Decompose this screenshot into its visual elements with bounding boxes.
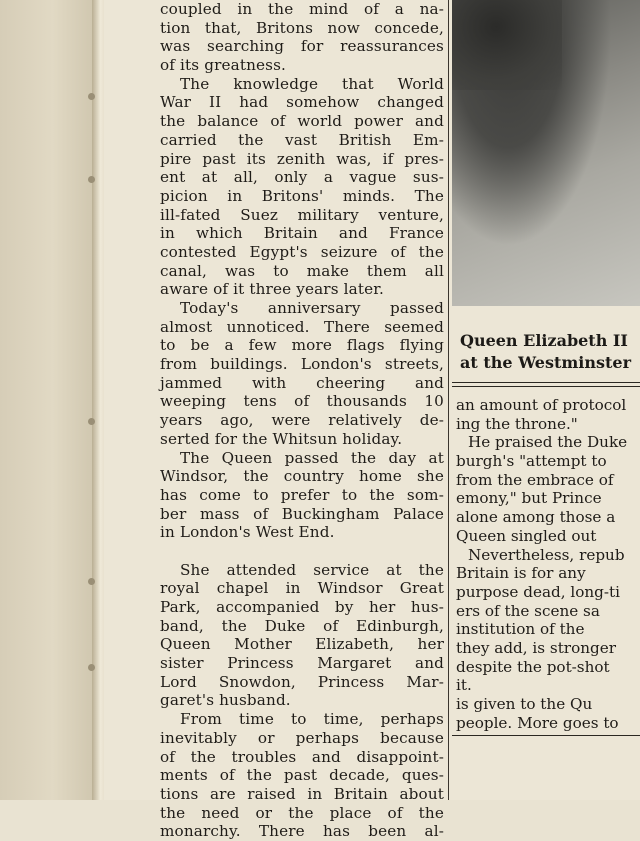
text-line: ing the throne." xyxy=(456,414,578,433)
text-line: Britain is for any xyxy=(456,564,586,583)
text-line: sister Princess Margaret and xyxy=(160,654,444,673)
text-line: from the embrace of xyxy=(456,470,614,489)
column-divider xyxy=(452,735,640,736)
binding-hole xyxy=(88,418,95,425)
text-line: Park, accompanied by her hus- xyxy=(160,598,444,616)
binding-hole xyxy=(88,93,95,100)
text-line: emony," but Prince xyxy=(456,489,602,508)
text-line: was searching for reassurances xyxy=(160,37,444,56)
binding-hole xyxy=(88,578,95,585)
text-line: coupled in the mind of a na- xyxy=(160,0,444,18)
text-line: ments of the past decade, ques- xyxy=(160,766,444,785)
text-line: institution of the xyxy=(456,620,585,639)
column-rule xyxy=(448,0,449,800)
text-line: ers of the scene sa xyxy=(456,601,600,620)
text-line: ent at all, only a vague sus- xyxy=(160,168,444,187)
text-line: carried the vast British Em- xyxy=(160,130,444,149)
text-line: The knowledge that World xyxy=(180,74,444,93)
text-line: tion that, Britons now concede, xyxy=(160,18,444,37)
binding-hole xyxy=(88,664,95,671)
text-line: monarchy. There has been al- xyxy=(160,822,444,841)
text-line: in London's West End. xyxy=(160,523,335,542)
facing-page-margin xyxy=(0,0,96,800)
text-line: ill-fated Suez military venture, xyxy=(160,205,444,224)
text-line: people. More goes to xyxy=(456,713,619,732)
text-line: the need or the place of the xyxy=(160,803,444,822)
caption-line: Queen Elizabeth II xyxy=(460,331,628,350)
text-line: purpose dead, long-ti xyxy=(456,582,620,601)
text-line: tions are raised in Britain about xyxy=(160,784,444,803)
photo-caption xyxy=(460,330,640,374)
text-line: pire past its zenith was, if pres- xyxy=(160,149,444,168)
text-line: contested Egypt's seizure of the xyxy=(160,242,444,261)
text-line: inevitably or perhaps because xyxy=(160,728,444,747)
text-line xyxy=(160,542,444,561)
text-line: is given to the Qu xyxy=(456,695,593,713)
text-line: an amount of protocol xyxy=(456,396,627,414)
text-line: royal chapel in Windsor Great xyxy=(160,579,444,598)
photo-shadow xyxy=(452,0,562,90)
text-line: in which Britain and France xyxy=(160,224,444,243)
article-column xyxy=(160,0,444,841)
text-line: weeping tens of thousands 10 xyxy=(160,392,444,411)
text-line: from buildings. London's streets, xyxy=(160,355,444,374)
text-line: Nevertheless, repub xyxy=(468,545,625,564)
text-line: band, the Duke of Edinburgh, xyxy=(160,616,444,635)
text-line: From time to time, perhaps xyxy=(180,710,444,729)
text-line: has come to prefer to the som- xyxy=(160,485,444,504)
text-line: Lord Snowdon, Princess Mar- xyxy=(160,672,444,691)
text-line: Today's anniversary passed xyxy=(180,299,444,317)
text-line: years ago, were relatively de- xyxy=(160,411,444,430)
text-line: of the troubles and disappoint- xyxy=(160,747,444,766)
text-line: garet's husband. xyxy=(160,691,291,710)
text-line: despite the pot-shot xyxy=(456,657,610,676)
text-line: jammed with cheering and xyxy=(160,373,444,392)
text-line: they add, is stronger xyxy=(456,638,616,657)
text-line: Queen Mother Elizabeth, her xyxy=(160,635,444,654)
text-line: She attended service at the xyxy=(180,560,444,579)
text-line: He praised the Duke xyxy=(468,433,628,452)
text-line: the balance of world power and xyxy=(160,112,444,131)
text-line: burgh's "attempt to xyxy=(456,452,607,471)
text-line: picion in Britons' minds. The xyxy=(160,186,444,205)
caption-line: at the Westminster xyxy=(460,353,631,372)
text-line: to be a few more flags flying xyxy=(160,336,444,355)
text-line: canal, was to make them all xyxy=(160,261,444,280)
text-line: serted for the Whitsun holiday. xyxy=(160,429,403,448)
text-line: aware of it three years later. xyxy=(160,280,384,299)
text-line: The Queen passed the day at xyxy=(180,448,444,467)
text-line: ber mass of Buckingham Palace xyxy=(160,504,444,523)
text-line: it. xyxy=(456,676,472,695)
text-line: Queen singled out xyxy=(456,526,597,545)
text-line: War II had somehow changed xyxy=(160,93,444,112)
second-article-column xyxy=(456,396,640,732)
caption-rule xyxy=(452,382,640,387)
binding-hole xyxy=(88,176,95,183)
text-line: almost unnoticed. There seemed xyxy=(160,317,444,336)
text-line: Windsor, the country home she xyxy=(160,467,444,486)
text-line: alone among those a xyxy=(456,508,616,527)
text-line: of its greatness. xyxy=(160,56,287,75)
